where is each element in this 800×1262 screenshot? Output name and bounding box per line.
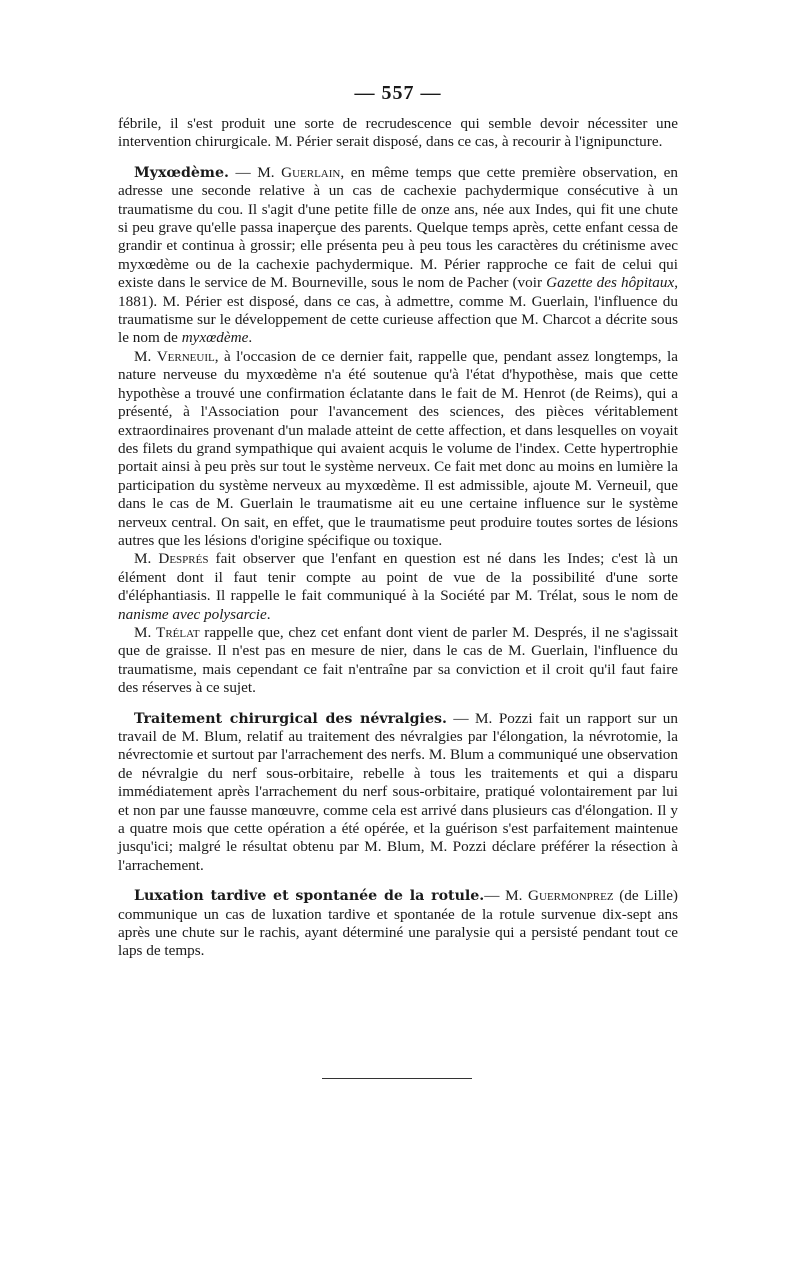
author-name: Trélat — [156, 623, 200, 641]
section-heading: Traitement chirurgical des névralgies. — [134, 710, 447, 727]
section-heading: Myxœdème. — [134, 164, 229, 181]
paragraph-trelat: M. Trélat rappelle que, chez cet enfant dont vient de parler M. Després, il ne s'agissait que de graisse. Il n'est pas en mesure de nier, dans le cas de M. Guerlain, l'influence du traumatisme, mais cependant ce fait n'entraîne par sa conviction et il croit qu'il faut faire des réserves à ce sujet. — [118, 623, 678, 697]
section-nevralgies: Traitement chirurgical des névralgies. — M. Pozzi fait un rapport sur un travail de M. Blum, relatif au traitement des névralgies par l'élongation, la névrotomie, la névrectomie et surtout par l'arrachement des nerfs. M. Blum a communiqué une observation de névralgie du nerf sous-orbitaire, rebelle à tous les traitements et qui a disparu immédiatement après l'arrachement du nerf sous-orbitaire, pratiqué volontairement par lui et non par une fausse manœuvre, comme cela est arrivé dans plusieurs cas d'élongation. Il y a quatre mois que cette opération a été opérée, et la guérison s'est parfaitement maintenue jusqu'ici; malgré le résultat obtenu par M. Blum, M. Pozzi déclare préférer la résection à l'arrachement. — [118, 709, 678, 874]
page-number: — 557 — — [354, 82, 442, 104]
section-myxoedeme: Myxœdème. — M. Guerlain, en même temps que cette première observation, en adresse une seconde relative à un cas de cachexie pachydermique consécutive à un traumatisme du cou. Il s'agit d'une petite fille de onze ans, née aux Indes, qui fit une chute si peu grave qu'elle passa inaperçue des parents. Quelque temps après, cette enfant cessa de grandir et continua à grossir; elle présenta peu à peu tous les caractères du crétinisme avec myxœdème ou de la cachexie pachydermique. M. Périer rapproche ce fait de celui qui existe dans le service de M. Bourneville, sous le nom de Pacher (voir Gazette des hôpitaux, 1881). M. Périer est disposé, dans ce cas, à admettre, comme M. Guerlain, l'influence du traumatisme sur le développement de cette curieuse affection que M. Charcot a décrite sous le nom de myxœdème. — [118, 163, 678, 347]
italic-term: nanisme avec polysarcie — [118, 605, 267, 623]
italic-term: myxœdème — [181, 329, 249, 347]
end-rule — [322, 1078, 472, 1079]
author-name: Després — [158, 550, 209, 568]
author-name: Verneuil — [156, 347, 215, 365]
author-name: Guerlain — [281, 163, 341, 181]
paragraph-despres: M. Després fait observer que l'enfant en question est né dans les Indes; c'est là un élément dont il faut tenir compte au point de vue de la possibilité d'une sorte d'éléphantiasis. Il rappelle le fait communiqué à la Société par M. Trélat, sous le nom de nanisme avec polysarcie. — [118, 550, 679, 623]
journal-title: Gazette des hôpitaux — [546, 274, 675, 292]
section-luxation: Luxation tardive et spontanée de la rotule.— M. Guermonprez (de Lille) communique un cas de luxation tardive et spontanée de la rotule survenue dix-sept ans après une chute sur le rachis, ayant déterminé une paralysie qui a persisté pendant tout ce laps de temps. — [118, 887, 678, 960]
author-name: Guermonprez — [528, 887, 614, 905]
section-heading: Luxation tardive et spontanée de la rotule. — [134, 888, 485, 905]
paragraph-verneuil: M. Verneuil, à l'occasion de ce dernier fait, rappelle que, pendant assez longtemps, la nature nerveuse du myxœdème n'a été soutenue qu'à l'état d'hypothèse, mais que cette hypothèse a trouvé une confirmation éclatante dans le fait de M. Henrot (de Reims), qui a présenté, à l'Association pour l'avancement des sciences, des pièces véritablement extraordinaires provenant d'un malade atteint de cette affection, et dans lesquelles on voyait des filets du grand sympathique qui avaient acquis le volume de l'index. Cette hypertrophie portait ainsi à peu près sur tout le système nerveux. Ce fait met donc au moins en lumière la participation du système nerveux au myxœdème. Il est admissible, ajoute M. Verneuil, que dans le cas de M. Guerlain le traumatisme ait eu une certaine influence sur le système nerveux central. On sait, en effet, que le traumatisme peut produire toutes sortes de lésions autres que les lésions d'origine spécifique ou toxique. — [118, 347, 678, 549]
paragraph-continued: fébrile, il s'est produit une sorte de recrudescence qui semble devoir nécessiter une intervention chirurgicale. M. Périer serait disposé, dans ce cas, à recourir à l'ignipuncture. — [118, 115, 678, 151]
page-body — [118, 82, 678, 961]
